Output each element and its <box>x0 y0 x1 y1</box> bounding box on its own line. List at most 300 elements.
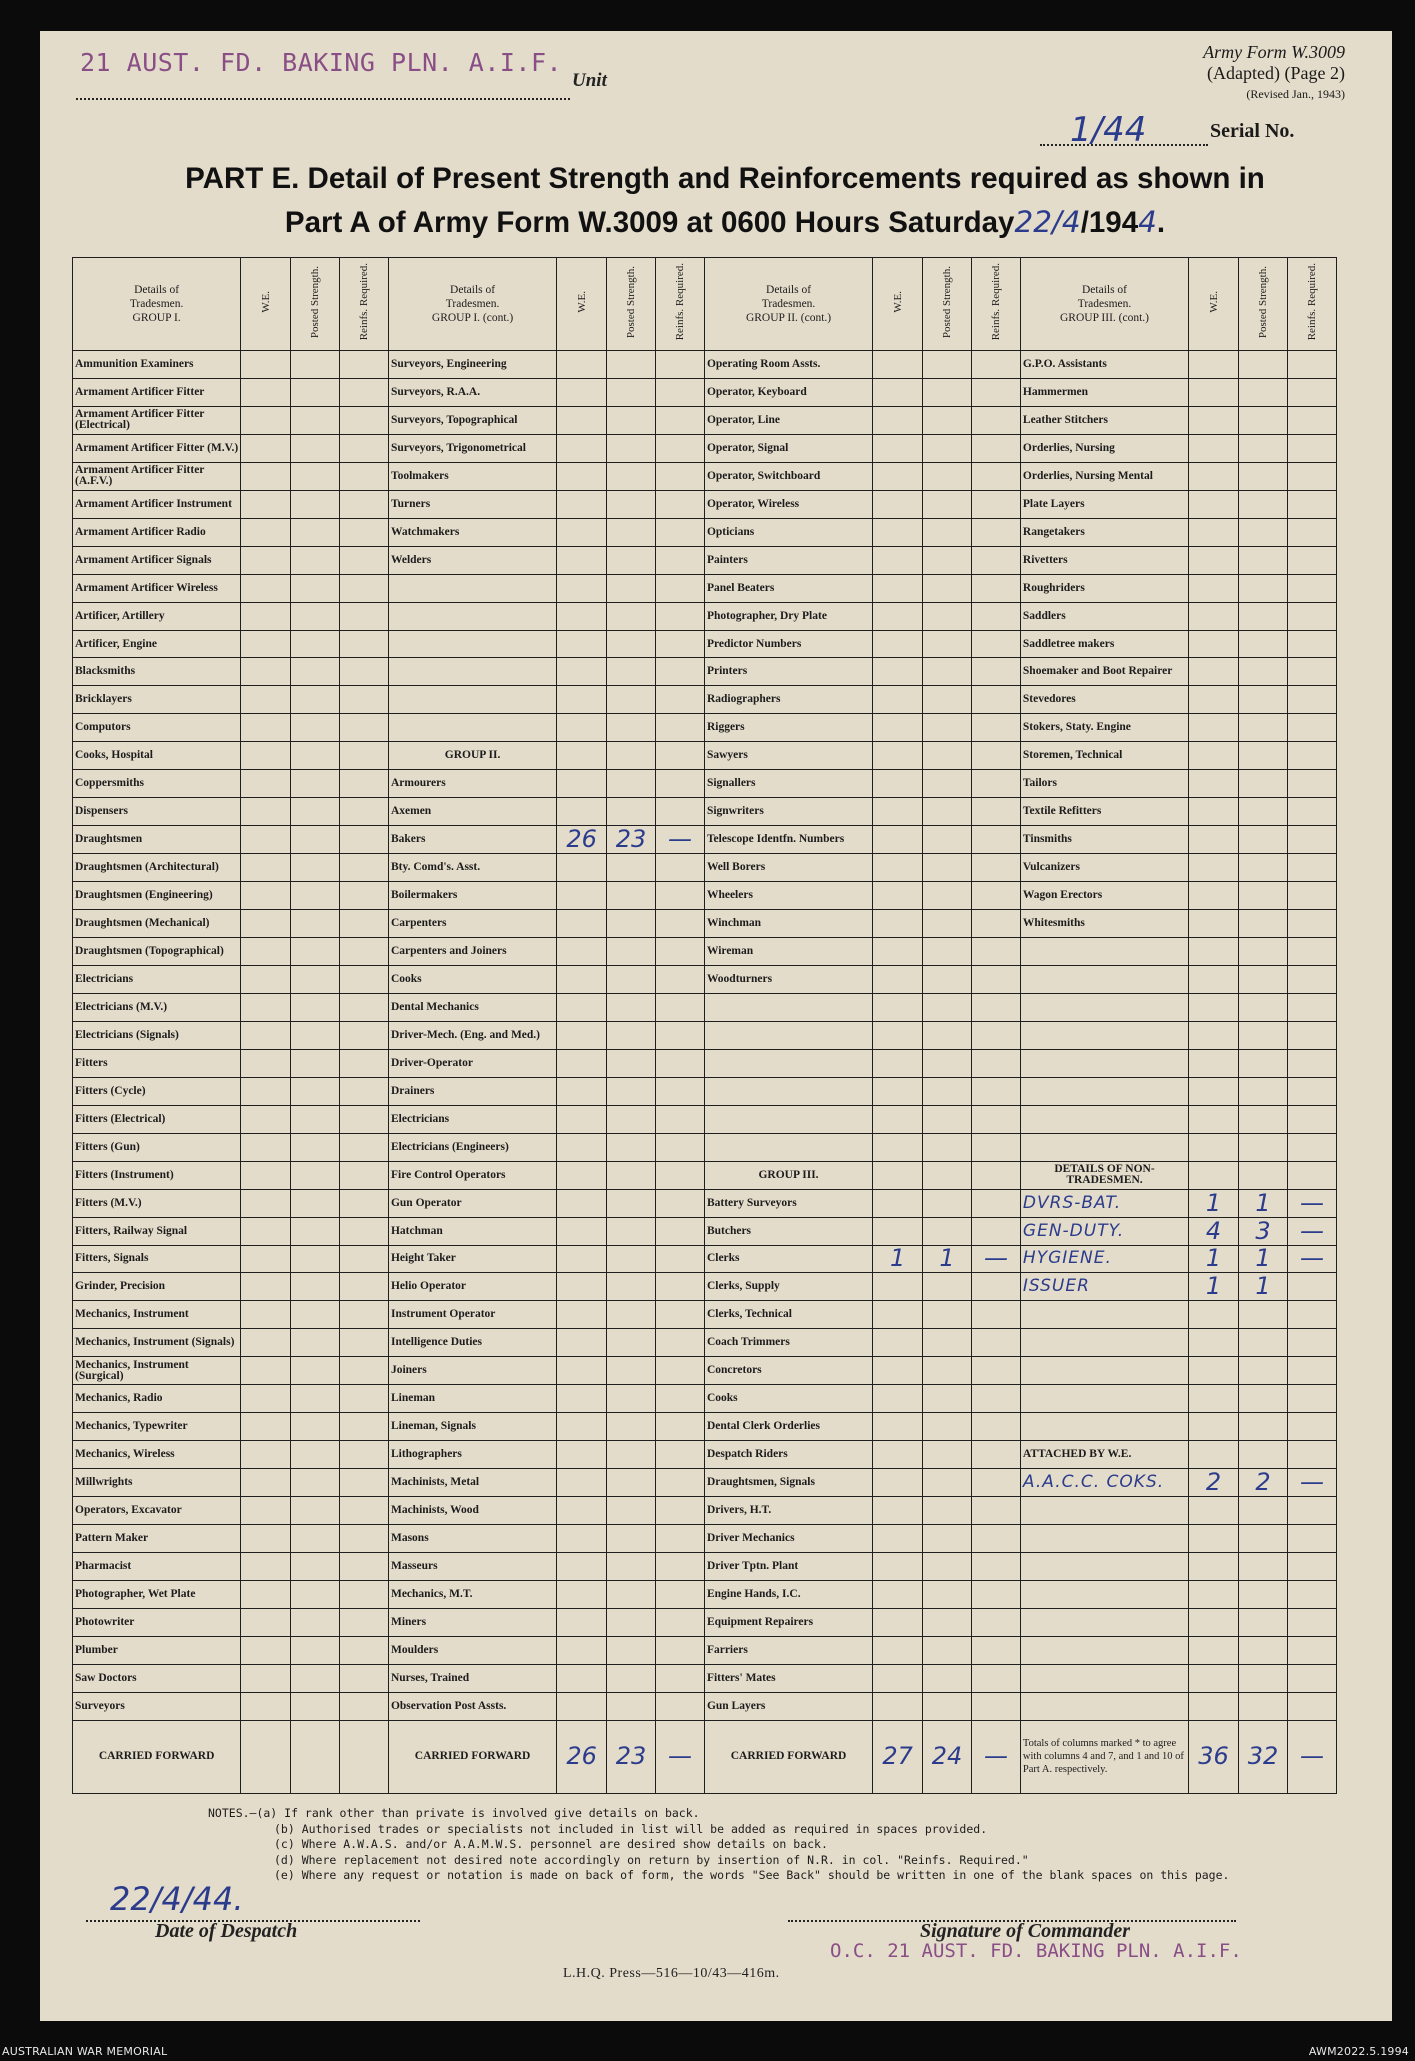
c2-we-cell <box>557 798 607 826</box>
c3-trade-name: Butchers <box>704 1217 872 1245</box>
c1-we-cell <box>241 1413 291 1441</box>
c1-trade-name: Mechanics, Typewriter <box>73 1413 241 1441</box>
c1-posted-cell <box>291 686 340 714</box>
c1-reinfs-cell <box>340 574 389 602</box>
c1-we-cell <box>241 882 291 910</box>
note-a: NOTES.—(a) If rank other than private is involved give details on back. <box>208 1806 700 1820</box>
totals-note: Totals of columns marked * to agree with columns 4 and 7, and 1 and 10 of Part A. respectively. <box>1020 1720 1188 1793</box>
c3-posted-cell <box>923 574 972 602</box>
c2-reinfs-cell <box>656 546 705 574</box>
c4-posted-cell: 1 <box>1239 1189 1288 1217</box>
c4-reinfs-cell <box>1287 1385 1336 1413</box>
c2-reinfs-cell <box>656 378 705 406</box>
c3-we-cell <box>873 1021 923 1049</box>
c3-reinfs-cell <box>971 462 1020 490</box>
table-row <box>73 378 1337 406</box>
c4-reinfs-cell <box>1287 686 1336 714</box>
c2-trade-name: Toolmakers <box>388 462 556 490</box>
table-row <box>73 1497 1337 1525</box>
c3-posted-cell <box>923 1664 972 1692</box>
form-title-line2 <box>120 205 1330 240</box>
c3-posted-cell <box>923 1441 972 1469</box>
c3-we-cell <box>873 938 923 966</box>
c3-we-cell <box>873 490 923 518</box>
c2-posted-cell <box>607 1217 656 1245</box>
c4-posted-cell <box>1239 1357 1288 1385</box>
c1-posted-cell <box>291 882 340 910</box>
c2-trade-name: Surveyors, Engineering <box>388 351 556 379</box>
serial-number-value: 1/44 <box>1070 110 1147 150</box>
c4-posted-cell <box>1239 714 1288 742</box>
c4-we-cell: 1 <box>1189 1189 1239 1217</box>
c1-reinfs-cell <box>340 1357 389 1385</box>
c1-reinfs-cell <box>340 406 389 434</box>
note-b: (b) Authorised trades or specialists not included in list will be added as required in spaces provided. <box>274 1821 988 1836</box>
c2-we-cell <box>557 1664 607 1692</box>
c1-posted-cell <box>291 406 340 434</box>
c3-posted-cell <box>923 378 972 406</box>
c2-we-cell <box>557 378 607 406</box>
c2-we-cell <box>557 1552 607 1580</box>
table-row <box>73 1525 1337 1553</box>
c4-posted-cell <box>1239 993 1288 1021</box>
c3-posted-cell <box>923 1161 972 1189</box>
c1-reinfs-cell <box>340 882 389 910</box>
c1-we-cell <box>241 1357 291 1385</box>
c4-posted-cell <box>1239 1077 1288 1105</box>
c3-trade-name: Equipment Repairers <box>704 1608 872 1636</box>
c3-trade-name: Sawyers <box>704 742 872 770</box>
c1-posted-cell <box>291 1245 340 1273</box>
c3-posted-cell <box>923 854 972 882</box>
c1-trade-name: Draughtsmen (Mechanical) <box>73 910 241 938</box>
c3-reinfs-cell <box>971 910 1020 938</box>
table-row <box>73 434 1337 462</box>
c2-we-cell <box>557 1133 607 1161</box>
c1-posted-cell <box>291 546 340 574</box>
col3-we-header: W.E. <box>873 258 923 351</box>
c4-reinfs-cell <box>1287 1525 1336 1553</box>
c1-trade-name: Mechanics, Instrument (Surgical) <box>73 1357 241 1385</box>
cf-col3-we: 27 <box>873 1720 923 1793</box>
c4-reinfs-cell: — <box>1287 1217 1336 1245</box>
c1-we-cell <box>241 1077 291 1105</box>
c3-posted-cell <box>923 1636 972 1664</box>
table-row <box>73 1329 1337 1357</box>
c1-trade-name: Fitters (Instrument) <box>73 1161 241 1189</box>
table-row <box>73 1469 1337 1497</box>
c1-posted-cell <box>291 826 340 854</box>
c4-trade-name: Vulcanizers <box>1020 854 1188 882</box>
c1-trade-name: Armament Artificer Instrument <box>73 490 241 518</box>
c3-we-cell <box>873 1664 923 1692</box>
c4-we-cell <box>1189 826 1239 854</box>
c4-trade-name: Rivetters <box>1020 546 1188 574</box>
c3-we-cell <box>873 1692 923 1720</box>
c3-trade-name: Driver Tptn. Plant <box>704 1552 872 1580</box>
c3-posted-cell <box>923 1301 972 1329</box>
c3-reinfs-cell <box>971 742 1020 770</box>
c4-reinfs-cell <box>1287 1049 1336 1077</box>
c2-posted-cell <box>607 658 656 686</box>
c4-posted-cell <box>1239 686 1288 714</box>
c4-posted-cell: 3 <box>1239 1217 1288 1245</box>
c1-we-cell <box>241 378 291 406</box>
c1-posted-cell <box>291 1385 340 1413</box>
unit-label: Unit <box>572 70 607 91</box>
table-row <box>73 1245 1337 1273</box>
c2-we-cell <box>557 490 607 518</box>
c2-posted-cell <box>607 351 656 379</box>
c4-reinfs-cell <box>1287 770 1336 798</box>
table-row <box>73 462 1337 490</box>
c4-we-cell <box>1189 1385 1239 1413</box>
c2-reinfs-cell <box>656 1413 705 1441</box>
c1-posted-cell <box>291 630 340 658</box>
c4-trade-name <box>1020 1357 1188 1385</box>
c3-trade-name: Radiographers <box>704 686 872 714</box>
c4-trade-name <box>1020 1329 1188 1357</box>
c1-posted-cell <box>291 351 340 379</box>
unit-dotted-line <box>76 98 570 100</box>
c1-reinfs-cell <box>340 1189 389 1217</box>
c4-posted-cell <box>1239 1161 1288 1189</box>
c4-we-cell: 1 <box>1189 1273 1239 1301</box>
c3-we-cell <box>873 965 923 993</box>
c2-trade-name: Instrument Operator <box>388 1301 556 1329</box>
c4-we-cell <box>1189 434 1239 462</box>
c1-reinfs-cell <box>340 1273 389 1301</box>
c4-we-cell <box>1189 462 1239 490</box>
c3-posted-cell <box>923 1469 972 1497</box>
c1-trade-name: Millwrights <box>73 1469 241 1497</box>
c3-trade-name: Wheelers <box>704 882 872 910</box>
c4-trade-name: GEN-DUTY. <box>1020 1217 1188 1245</box>
c1-reinfs-cell <box>340 1525 389 1553</box>
cf-col2-posted: 23 <box>607 1720 656 1793</box>
signature-label: Signature of Commander <box>920 1920 1131 1942</box>
c4-posted-cell <box>1239 826 1288 854</box>
c4-posted-cell <box>1239 1105 1288 1133</box>
c2-posted-cell <box>607 1441 656 1469</box>
c4-reinfs-cell <box>1287 518 1336 546</box>
c3-trade-name <box>704 993 872 1021</box>
c4-trade-name: ATTACHED BY W.E. <box>1020 1441 1188 1469</box>
c1-reinfs-cell <box>340 714 389 742</box>
c1-trade-name: Electricians (M.V.) <box>73 993 241 1021</box>
c1-reinfs-cell <box>340 1217 389 1245</box>
c4-posted-cell <box>1239 462 1288 490</box>
c3-trade-name: Gun Layers <box>704 1692 872 1720</box>
c2-reinfs-cell <box>656 993 705 1021</box>
c3-we-cell <box>873 462 923 490</box>
c3-reinfs-cell <box>971 1385 1020 1413</box>
c2-trade-name: Surveyors, R.A.A. <box>388 378 556 406</box>
c3-reinfs-cell <box>971 1552 1020 1580</box>
table-row <box>73 602 1337 630</box>
cf-col1-posted <box>291 1720 340 1793</box>
c1-reinfs-cell <box>340 602 389 630</box>
c4-trade-name <box>1020 1497 1188 1525</box>
c3-trade-name: Operator, Signal <box>704 434 872 462</box>
c4-trade-name <box>1020 1301 1188 1329</box>
c4-trade-name <box>1020 1608 1188 1636</box>
c2-reinfs-cell <box>656 1692 705 1720</box>
c1-reinfs-cell <box>340 1552 389 1580</box>
c3-posted-cell <box>923 1580 972 1608</box>
c2-we-cell <box>557 518 607 546</box>
c3-posted-cell <box>923 1608 972 1636</box>
table-row <box>73 1441 1337 1469</box>
c3-trade-name: Driver Mechanics <box>704 1525 872 1553</box>
c4-reinfs-cell <box>1287 1692 1336 1720</box>
c2-posted-cell <box>607 770 656 798</box>
c2-posted-cell <box>607 546 656 574</box>
c2-we-cell <box>557 910 607 938</box>
c2-reinfs-cell <box>656 965 705 993</box>
c4-trade-name <box>1020 1664 1188 1692</box>
c4-posted-cell <box>1239 1664 1288 1692</box>
col1-we-header: W.E. <box>241 258 291 351</box>
c1-posted-cell <box>291 1301 340 1329</box>
c2-reinfs-cell <box>656 406 705 434</box>
c2-reinfs-cell <box>656 1301 705 1329</box>
c1-posted-cell <box>291 1189 340 1217</box>
c3-posted-cell <box>923 1273 972 1301</box>
c3-reinfs-cell <box>971 1608 1020 1636</box>
c1-posted-cell <box>291 1329 340 1357</box>
form-name: Army Form W.3009 <box>1203 42 1345 62</box>
c3-we-cell <box>873 1413 923 1441</box>
c1-posted-cell <box>291 1161 340 1189</box>
c1-reinfs-cell <box>340 965 389 993</box>
c3-posted-cell <box>923 965 972 993</box>
c2-trade-name: Miners <box>388 1608 556 1636</box>
c1-posted-cell <box>291 658 340 686</box>
c3-posted-cell <box>923 1525 972 1553</box>
cf-col3-posted: 24 <box>923 1720 972 1793</box>
c2-we-cell <box>557 1469 607 1497</box>
c2-posted-cell <box>607 406 656 434</box>
cf-col1-reinfs <box>340 1720 389 1793</box>
c3-trade-name: Despatch Riders <box>704 1441 872 1469</box>
c4-trade-name <box>1020 1049 1188 1077</box>
c2-we-cell <box>557 714 607 742</box>
c3-reinfs-cell <box>971 1301 1020 1329</box>
c4-reinfs-cell <box>1287 434 1336 462</box>
c4-reinfs-cell <box>1287 1552 1336 1580</box>
c2-posted-cell <box>607 1189 656 1217</box>
c3-we-cell <box>873 1105 923 1133</box>
c4-trade-name: HYGIENE. <box>1020 1245 1188 1273</box>
c4-reinfs-cell <box>1287 1105 1336 1133</box>
c3-posted-cell <box>923 351 972 379</box>
c4-posted-cell <box>1239 351 1288 379</box>
c2-trade-name: Watchmakers <box>388 518 556 546</box>
c2-posted-cell <box>607 434 656 462</box>
return-date-handwritten: 22/4 <box>1014 205 1081 239</box>
c3-reinfs-cell <box>971 1497 1020 1525</box>
c4-we-cell <box>1189 1580 1239 1608</box>
c4-trade-name <box>1020 993 1188 1021</box>
c2-trade-name: Axemen <box>388 798 556 826</box>
c4-posted-cell: 1 <box>1239 1273 1288 1301</box>
c3-we-cell <box>873 882 923 910</box>
c1-we-cell <box>241 406 291 434</box>
c4-we-cell <box>1189 714 1239 742</box>
table-row <box>73 630 1337 658</box>
c1-we-cell <box>241 1049 291 1077</box>
c2-posted-cell <box>607 1692 656 1720</box>
c3-reinfs-cell <box>971 546 1020 574</box>
c4-posted-cell <box>1239 434 1288 462</box>
table-row <box>73 826 1337 854</box>
c1-trade-name: Fitters (M.V.) <box>73 1189 241 1217</box>
c4-reinfs-cell <box>1287 742 1336 770</box>
c3-we-cell <box>873 854 923 882</box>
c2-trade-name: Hatchman <box>388 1217 556 1245</box>
table-row <box>73 1385 1337 1413</box>
table-row <box>73 1552 1337 1580</box>
c2-we-cell <box>557 1413 607 1441</box>
c1-we-cell <box>241 938 291 966</box>
c2-trade-name: Carpenters and Joiners <box>388 938 556 966</box>
c4-we-cell <box>1189 1105 1239 1133</box>
c3-trade-name: Clerks, Technical <box>704 1301 872 1329</box>
c1-reinfs-cell <box>340 1497 389 1525</box>
c3-posted-cell <box>923 1692 972 1720</box>
c2-we-cell <box>557 1049 607 1077</box>
c4-trade-name: Rangetakers <box>1020 518 1188 546</box>
c3-trade-name: GROUP III. <box>704 1161 872 1189</box>
c1-trade-name: Fitters <box>73 1049 241 1077</box>
c4-trade-name: Hammermen <box>1020 378 1188 406</box>
table-header-row <box>73 258 1337 351</box>
c1-trade-name: Coppersmiths <box>73 770 241 798</box>
c4-trade-name: ISSUER <box>1020 1273 1188 1301</box>
c2-posted-cell <box>607 686 656 714</box>
c4-reinfs-cell <box>1287 630 1336 658</box>
c2-trade-name: Masons <box>388 1525 556 1553</box>
c1-reinfs-cell <box>340 1329 389 1357</box>
c3-we-cell <box>873 1217 923 1245</box>
c1-we-cell <box>241 1469 291 1497</box>
c3-trade-name: Operator, Switchboard <box>704 462 872 490</box>
c2-we-cell <box>557 993 607 1021</box>
c2-posted-cell <box>607 574 656 602</box>
table-row <box>73 714 1337 742</box>
c3-posted-cell <box>923 1049 972 1077</box>
c3-reinfs-cell <box>971 1664 1020 1692</box>
c3-we-cell <box>873 434 923 462</box>
credit-accession: AWM2022.5.1994 <box>1308 2045 1409 2058</box>
c3-reinfs-cell <box>971 1049 1020 1077</box>
c2-posted-cell <box>607 714 656 742</box>
c3-posted-cell <box>923 686 972 714</box>
c4-posted-cell <box>1239 1692 1288 1720</box>
c2-trade-name: Turners <box>388 490 556 518</box>
c2-trade-name: Drainers <box>388 1077 556 1105</box>
table-row <box>73 1608 1337 1636</box>
c3-we-cell <box>873 742 923 770</box>
c3-trade-name: Clerks, Supply <box>704 1273 872 1301</box>
c1-posted-cell <box>291 770 340 798</box>
c2-trade-name <box>388 714 556 742</box>
c1-trade-name: Dispensers <box>73 798 241 826</box>
cf-col3-reinfs: — <box>971 1720 1020 1793</box>
c3-reinfs-cell <box>971 351 1020 379</box>
c4-reinfs-cell <box>1287 406 1336 434</box>
c1-posted-cell <box>291 1608 340 1636</box>
c4-trade-name <box>1020 1636 1188 1664</box>
c3-we-cell <box>873 1077 923 1105</box>
c2-posted-cell <box>607 602 656 630</box>
c1-trade-name: Mechanics, Radio <box>73 1385 241 1413</box>
c2-reinfs-cell <box>656 1189 705 1217</box>
c3-trade-name: Well Borers <box>704 854 872 882</box>
c4-we-cell <box>1189 630 1239 658</box>
c2-posted-cell <box>607 965 656 993</box>
c2-trade-name: Armourers <box>388 770 556 798</box>
c4-trade-name: Leather Stitchers <box>1020 406 1188 434</box>
c3-reinfs-cell <box>971 854 1020 882</box>
c4-we-cell <box>1189 938 1239 966</box>
c1-we-cell <box>241 1552 291 1580</box>
c3-we-cell <box>873 686 923 714</box>
c2-trade-name: Gun Operator <box>388 1189 556 1217</box>
c1-posted-cell <box>291 1105 340 1133</box>
c4-reinfs-cell <box>1287 490 1336 518</box>
c4-we-cell <box>1189 1077 1239 1105</box>
c4-posted-cell <box>1239 1133 1288 1161</box>
c4-trade-name: Roughriders <box>1020 574 1188 602</box>
c1-reinfs-cell <box>340 1413 389 1441</box>
c2-we-cell <box>557 686 607 714</box>
c2-trade-name <box>388 658 556 686</box>
despatch-date-handwritten: 22/4/44. <box>110 1880 244 1918</box>
c1-posted-cell <box>291 1580 340 1608</box>
c4-reinfs-cell <box>1287 826 1336 854</box>
table-row <box>73 1161 1337 1189</box>
c3-trade-name: Dental Clerk Orderlies <box>704 1413 872 1441</box>
c2-we-cell <box>557 1105 607 1133</box>
c3-posted-cell <box>923 490 972 518</box>
c4-we-cell <box>1189 993 1239 1021</box>
c1-trade-name: Cooks, Hospital <box>73 742 241 770</box>
c3-trade-name: Cooks <box>704 1385 872 1413</box>
c4-posted-cell <box>1239 882 1288 910</box>
c4-posted-cell <box>1239 658 1288 686</box>
c1-posted-cell <box>291 910 340 938</box>
c3-trade-name <box>704 1105 872 1133</box>
c4-we-cell <box>1189 1329 1239 1357</box>
c4-posted-cell <box>1239 1441 1288 1469</box>
c3-posted-cell <box>923 434 972 462</box>
c2-posted-cell <box>607 938 656 966</box>
c1-posted-cell <box>291 1021 340 1049</box>
c2-reinfs-cell <box>656 1385 705 1413</box>
signature-stamp: O.C. 21 AUST. FD. BAKING PLN. A.I.F. <box>830 1940 1242 1962</box>
c2-posted-cell <box>607 882 656 910</box>
c4-reinfs-cell: — <box>1287 1245 1336 1273</box>
c1-we-cell <box>241 1664 291 1692</box>
table-row <box>73 490 1337 518</box>
c4-reinfs-cell <box>1287 938 1336 966</box>
cf-col4-we: 36 <box>1189 1720 1239 1793</box>
c1-trade-name: Pattern Maker <box>73 1525 241 1553</box>
c2-we-cell <box>557 965 607 993</box>
c3-we-cell <box>873 378 923 406</box>
